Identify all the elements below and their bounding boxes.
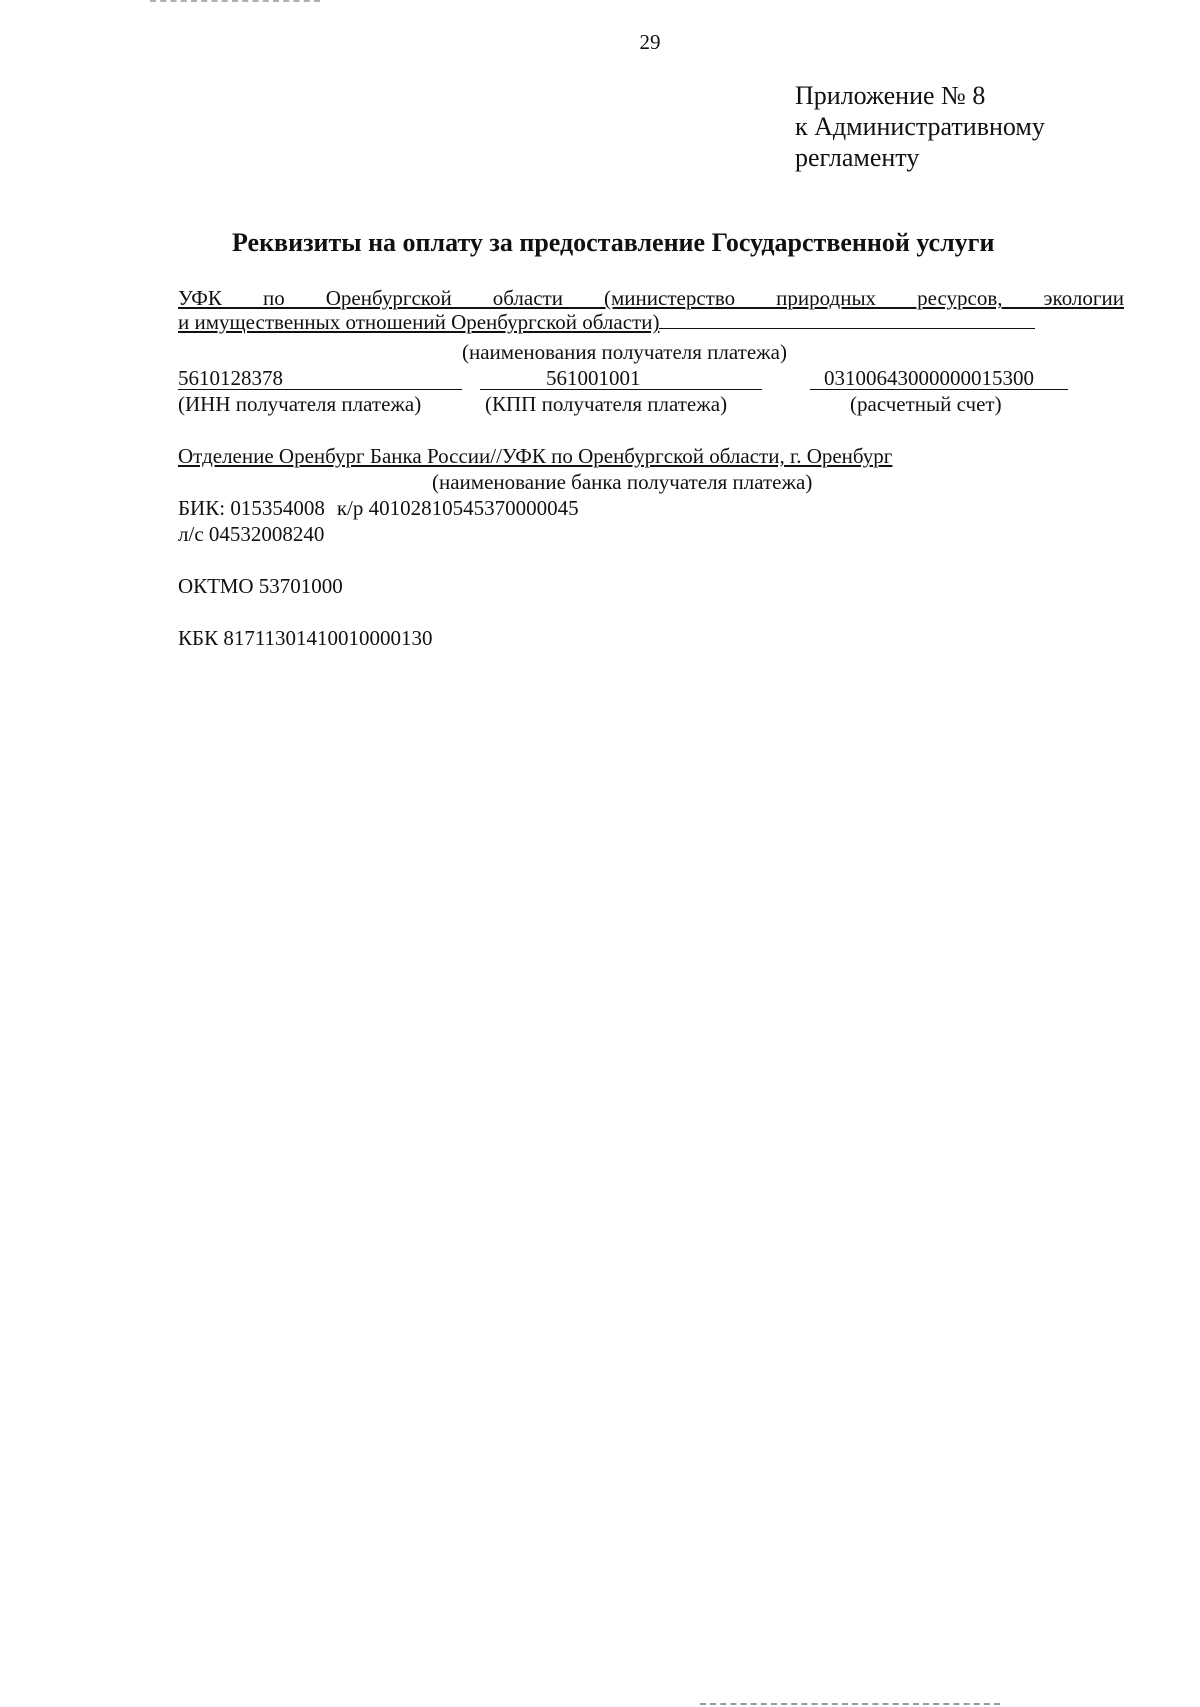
underline-fill	[659, 310, 1035, 329]
appendix-line-3: регламенту	[795, 143, 920, 172]
recipient-name-line-2	[178, 310, 1124, 334]
account-label: (расчетный счет)	[850, 392, 1002, 416]
bik-line	[178, 496, 579, 521]
bank-caption: (наименование банка получателя платежа)	[432, 470, 813, 494]
appendix-line-2: к Административному	[795, 112, 1045, 141]
recipient-name-line-1: УФК по Оренбургской области (министерство природных ресурсов, экологии	[178, 286, 1124, 310]
bik-value: БИК: 015354008	[178, 496, 325, 520]
kpp-field	[480, 366, 762, 390]
document-title: Реквизиты на оплату за предоставление Государственной услуги	[232, 228, 995, 257]
kpp-value: 561001001	[546, 366, 641, 390]
account-value: 03100643000000015300	[824, 366, 1034, 390]
scan-edge-bottom	[700, 1703, 1000, 1707]
scan-edge-top	[150, 0, 320, 4]
kpp-label: (КПП получателя платежа)	[485, 392, 728, 416]
inn-value: 5610128378	[178, 366, 283, 390]
recipient-block	[178, 286, 1124, 334]
appendix-line-1: Приложение № 8	[795, 81, 986, 110]
bank-name: Отделение Оренбург Банка России//УФК по Оренбургской области, г. Оренбург	[178, 444, 893, 468]
appendix-heading	[795, 80, 1045, 173]
kbk-line: КБК 81711301410010000130	[178, 626, 433, 650]
account-field	[810, 366, 1068, 390]
inn-field	[178, 366, 462, 390]
page-number: 29	[639, 30, 661, 54]
recipient-caption: (наименования получателя платежа)	[462, 340, 787, 364]
inn-label: (ИНН получателя платежа)	[178, 392, 422, 416]
ls-line: л/с 04532008240	[178, 522, 325, 546]
oktmo-line: ОКТМО 53701000	[178, 574, 343, 598]
kr-value: к/р 40102810545370000045	[336, 496, 579, 520]
recipient-name-line-2-text: и имущественных отношений Оренбургской области)	[178, 310, 660, 334]
